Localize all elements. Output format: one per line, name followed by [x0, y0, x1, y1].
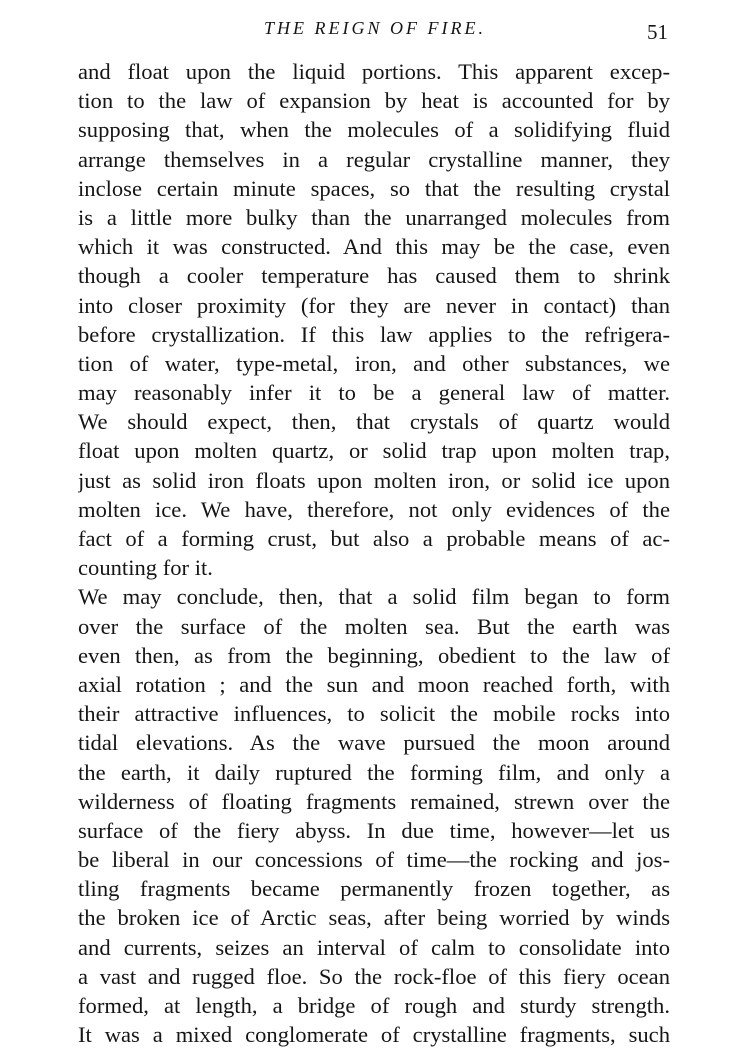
text-line: their attractive influences, to solicit the mobile rocks into — [78, 701, 670, 727]
text-line: the earth, it daily ruptured the forming film, and only a — [78, 759, 670, 785]
text-line: before crystallization. If this law applies to the refrigera- — [78, 321, 670, 347]
text-line: the broken ice of Arctic seas, after being worried by winds — [78, 905, 670, 931]
text-line: and currents, seizes an interval of calm to consolidate into — [78, 934, 670, 960]
text-line: It was a mixed conglomerate of crystalline fragments, such — [78, 1022, 670, 1048]
paragraph-1 — [78, 57, 670, 582]
text-line: axial rotation ; and the sun and moon reached forth, with — [78, 671, 670, 697]
text-line: though a cooler temperature has caused them to shrink — [78, 263, 670, 289]
text-line: inclose certain minute spaces, so that the resulting crystal — [78, 175, 670, 201]
running-title: THE REIGN OF FIRE. — [264, 18, 486, 38]
text-line: supposing that, when the molecules of a solidifying fluid — [78, 117, 670, 143]
page-number: 51 — [647, 20, 668, 44]
text-line: is a little more bulky than the unarranged molecules from — [78, 204, 670, 230]
text-line: formed, at length, a bridge of rough and sturdy strength. — [78, 993, 670, 1018]
text-line: over the surface of the molten sea. But the earth was — [78, 613, 670, 639]
text-line: counting for it. — [78, 555, 213, 581]
text-line: which it was constructed. And this may be the case, even — [78, 234, 670, 260]
text-line: and float upon the liquid portions. This apparent excep- — [78, 59, 670, 84]
text-line: surface of the fiery abyss. In due time, however—let us — [78, 817, 670, 843]
text-line: molten ice. We have, therefore, not only evidences of the — [78, 496, 670, 522]
text-line: tidal elevations. As the wave pursued the moon around — [78, 730, 670, 756]
text-line: even then, as from the beginning, obedient to the law of — [78, 642, 670, 668]
text-line: into closer proximity (for they are never in contact) than — [78, 292, 670, 318]
text-line: be liberal in our concessions of time—the rocking and jos- — [78, 847, 670, 873]
text-line: a vast and rugged floe. So the rock-floe of this fiery ocean — [78, 963, 670, 989]
text-line: tling fragments became permanently frozen together, as — [78, 876, 670, 902]
text-line: just as solid iron floats upon molten iron, or solid ice upon — [78, 467, 670, 493]
text-line: arrange themselves in a regular crystalline manner, they — [78, 146, 670, 172]
text-line: We should expect, then, that crystals of quartz would — [78, 409, 670, 435]
text-line: We may conclude, then, that a solid film began to form — [78, 584, 670, 610]
text-line: tion to the law of expansion by heat is accounted for by — [78, 88, 670, 114]
body-text — [78, 57, 670, 1049]
text-line: may reasonably infer it to be a general law of matter. — [78, 380, 670, 406]
text-line: float upon molten quartz, or solid trap upon molten trap, — [78, 438, 670, 464]
text-line: tion of water, type-metal, iron, and other substances, we — [78, 350, 670, 376]
text-line: wilderness of floating fragments remained, strewn over the — [78, 788, 670, 814]
text-line: fact of a forming crust, but also a probable means of ac- — [78, 526, 670, 551]
running-head — [0, 14, 750, 44]
paragraph-2 — [78, 582, 670, 1049]
